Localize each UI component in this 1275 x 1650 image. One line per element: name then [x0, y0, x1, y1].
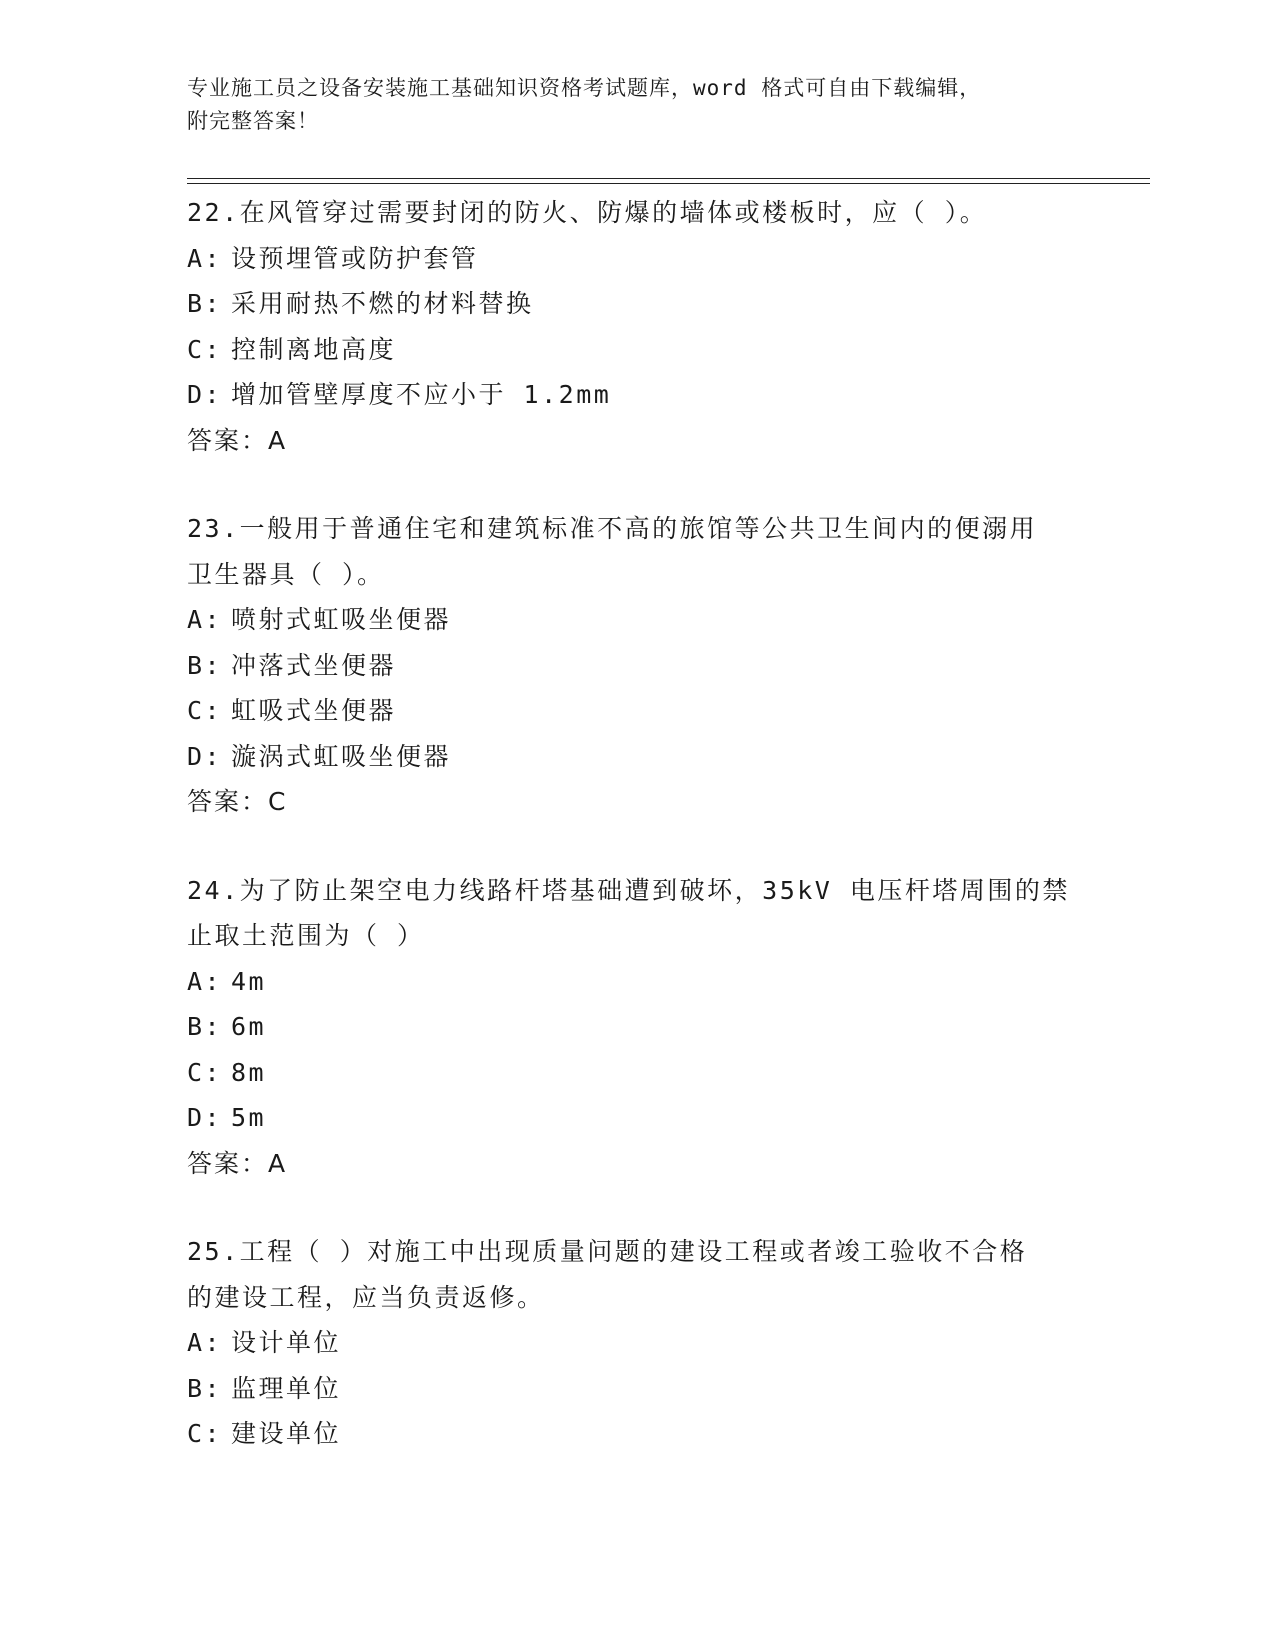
option-key: A:	[187, 243, 223, 273]
option-text: 冲落式坐便器	[231, 650, 397, 680]
option-key: D:	[187, 741, 223, 771]
question-stem: 24.为了防止架空电力线路杆塔基础遭到破坏，35kV 电压杆塔周围的禁	[187, 875, 1070, 905]
header-line-2: 附完整答案！	[187, 109, 319, 133]
question-stem: 的建设工程，应当负责返修。	[187, 1282, 545, 1312]
question-stem: 22.在风管穿过需要封闭的防火、防爆的墙体或楼板时，应（ ）。	[187, 198, 988, 227]
answer-option	[187, 1004, 1087, 1050]
answer-option	[187, 688, 1087, 734]
header-divider-top	[187, 178, 1150, 179]
option-text: 喷射式虹吸坐便器	[231, 605, 452, 634]
answer-option	[187, 1095, 1087, 1141]
option-text: 5m	[231, 1103, 267, 1132]
question-stem: 23.一般用于普通住宅和建筑标准不高的旅馆等公共卫生间内的便溺用	[187, 514, 1038, 543]
option-text: 设预埋管或防护套管	[231, 243, 479, 273]
option-key: B:	[187, 650, 223, 680]
option-key: B:	[187, 1373, 223, 1403]
header-divider-bottom	[187, 183, 1150, 184]
document-header	[187, 72, 1067, 138]
answer-line: 答案：A	[187, 1148, 288, 1178]
option-key: C:	[187, 696, 223, 725]
answer-option	[187, 959, 1087, 1005]
answer-option	[187, 327, 1087, 373]
option-text: 增加管壁厚度不应小于 1.2mm	[231, 380, 612, 409]
answer-option	[187, 1411, 1087, 1457]
question-stem: 卫生器具（ ）。	[187, 559, 385, 589]
option-text: 采用耐热不燃的材料替换	[231, 289, 534, 318]
question-stem: 25.工程（ ）对施工中出现质量问题的建设工程或者竣工验收不合格	[187, 1237, 1028, 1266]
option-text: 虹吸式坐便器	[231, 696, 397, 725]
question-stem: 止取土范围为（ ）	[187, 921, 425, 950]
answer-option	[187, 281, 1087, 327]
question-block	[187, 190, 1087, 463]
option-text: 控制离地高度	[231, 334, 397, 364]
option-key: B:	[187, 1012, 223, 1041]
answer-option	[187, 1320, 1087, 1366]
answer-option	[187, 372, 1087, 418]
option-key: C:	[187, 1057, 223, 1087]
option-text: 漩涡式虹吸坐便器	[231, 741, 452, 771]
option-text: 8m	[231, 1057, 267, 1087]
question-block	[187, 506, 1087, 825]
question-block	[187, 868, 1087, 1187]
option-text: 建设单位	[231, 1419, 342, 1448]
question-block	[187, 1229, 1087, 1457]
option-text: 监理单位	[231, 1373, 342, 1403]
option-key: A:	[187, 605, 223, 634]
answer-line: 答案：A	[187, 425, 288, 455]
option-text: 设计单位	[231, 1328, 342, 1357]
option-text: 4m	[231, 966, 267, 996]
answer-option	[187, 236, 1087, 282]
answer-option	[187, 597, 1087, 643]
answer-line: 答案：C	[187, 787, 288, 816]
option-key: C:	[187, 1419, 223, 1448]
option-key: A:	[187, 966, 223, 996]
answer-option	[187, 1366, 1087, 1412]
option-key: C:	[187, 334, 223, 364]
option-key: D:	[187, 380, 223, 409]
answer-option	[187, 1050, 1087, 1096]
option-text: 6m	[231, 1012, 267, 1041]
answer-option	[187, 643, 1087, 689]
option-key: A:	[187, 1328, 223, 1357]
question-list	[187, 190, 1087, 1500]
option-key: B:	[187, 289, 223, 318]
answer-option	[187, 734, 1087, 780]
option-key: D:	[187, 1103, 223, 1132]
header-line-1: 专业施工员之设备安装施工基础知识资格考试题库，word 格式可自由下载编辑，	[187, 76, 982, 100]
